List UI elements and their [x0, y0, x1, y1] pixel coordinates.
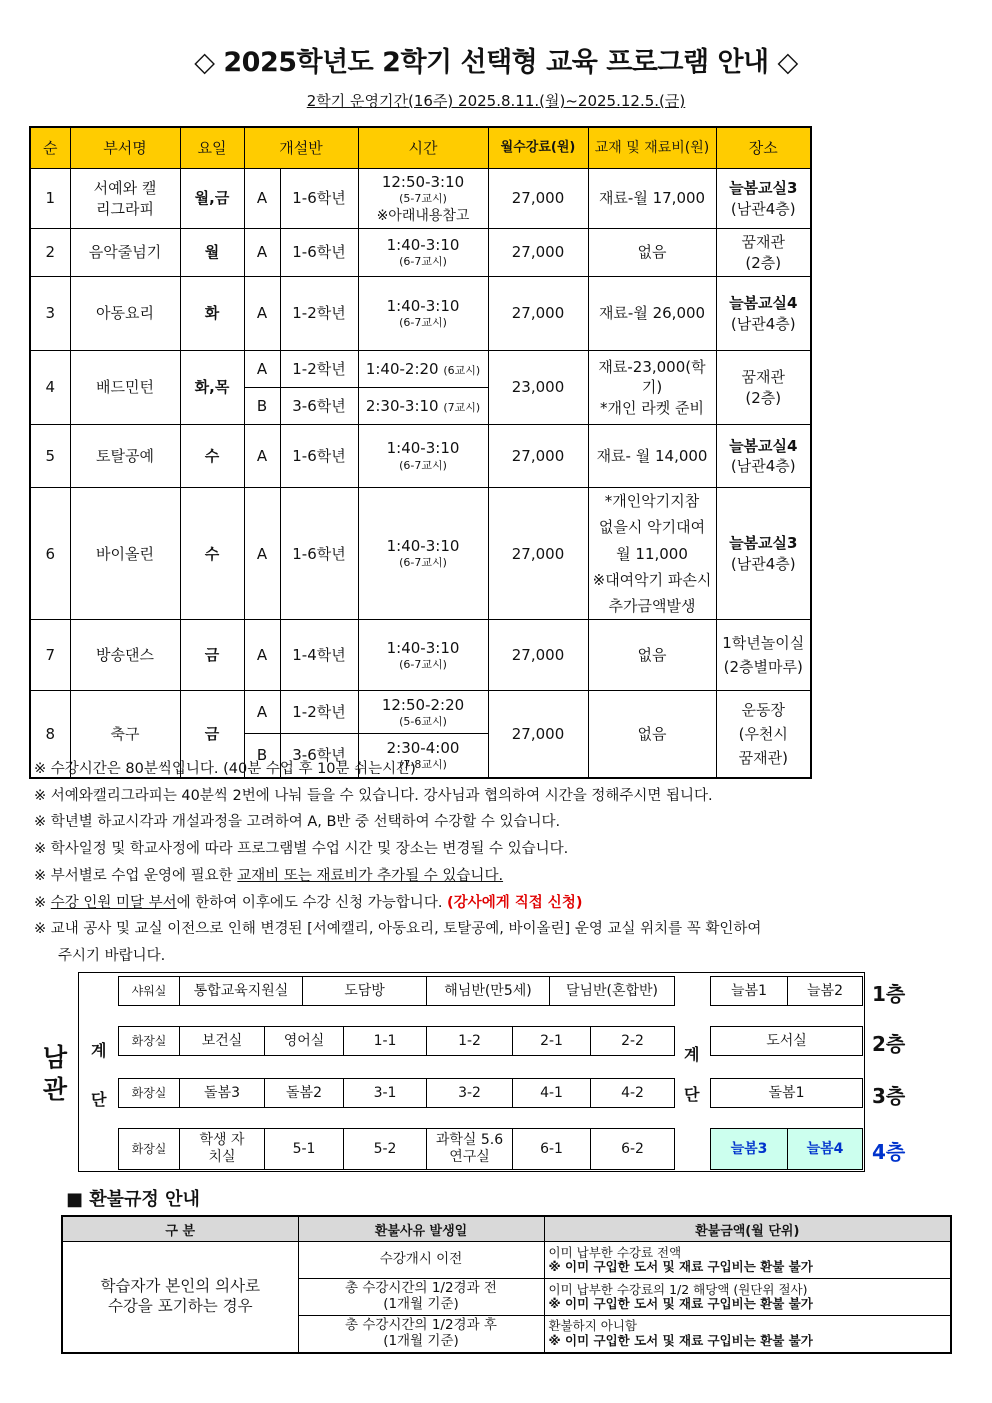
room: 3-1	[343, 1078, 427, 1108]
floor-label: 4층	[872, 1140, 906, 1164]
row-dept: 토탈공예	[70, 425, 180, 488]
table-row	[30, 691, 811, 734]
row-day: 월,금	[180, 169, 244, 229]
row-place: 운동장 (우천시 꿈재관)	[716, 691, 811, 778]
row-section: A	[244, 691, 280, 734]
table-row	[30, 277, 811, 351]
row-section: A	[244, 425, 280, 488]
row-material: 재료-23,000(학기) *개인 라켓 준비	[588, 351, 716, 425]
table-header	[30, 127, 811, 169]
row-day: 화,목	[180, 351, 244, 425]
room: 2-2	[590, 1026, 675, 1056]
room: 돌봄3	[179, 1078, 265, 1108]
row-dept: 방송댄스	[70, 620, 180, 691]
room: 늘봄2	[787, 976, 863, 1006]
row-time: 1:40-2:20 (6교시)	[358, 351, 488, 388]
room: 화장실	[118, 1128, 180, 1170]
refund-header: 구 분	[62, 1216, 298, 1242]
room: 도담방	[302, 976, 427, 1006]
room: 달님반(혼합반)	[549, 976, 675, 1006]
row-grade: 1-2학년	[280, 691, 358, 734]
row-time: 1:40-3:10 (6-7교시)	[358, 277, 488, 351]
row-grade: 1-6학년	[280, 488, 358, 620]
floor-label: 3층	[872, 1084, 906, 1108]
stair-right: 단	[684, 1085, 700, 1104]
room: 3-2	[426, 1078, 513, 1108]
row-fee: 27,000	[488, 229, 588, 277]
row-section: A	[244, 277, 280, 351]
header-time: 시간	[358, 127, 488, 169]
header-class: 개설반	[244, 127, 358, 169]
row-place: 꿈재관 (2층)	[716, 229, 811, 277]
refund-amount: 환불하지 아니함 ※ 이미 구입한 도서 및 재료 구입비는 환불 불가	[544, 1316, 951, 1353]
row-fee: 23,000	[488, 351, 588, 425]
row-time: 12:50-3:10 (5-7교시) ※아래내용참고	[358, 169, 488, 229]
row-material: 없음	[588, 620, 716, 691]
stair-left: 계	[91, 1041, 107, 1060]
room: 1-1	[343, 1026, 427, 1056]
row-time: 2:30-4:00 (7-8교시)	[358, 734, 488, 778]
table-row	[30, 425, 811, 488]
row-dept: 바이올린	[70, 488, 180, 620]
row-section: B	[244, 734, 280, 778]
room: 해님반(만5세)	[426, 976, 550, 1006]
row-no: 6	[30, 488, 70, 620]
row-day: 월	[180, 229, 244, 277]
row-day: 수	[180, 425, 244, 488]
row-time: 1:40-3:10 (6-7교시)	[358, 488, 488, 620]
row-place: 늘봄교실3 (남관4층)	[716, 169, 811, 229]
row-time: 1:40-3:10 (6-7교시)	[358, 425, 488, 488]
room: 2-1	[512, 1026, 591, 1056]
table-row	[30, 229, 811, 277]
table-row	[30, 351, 811, 388]
notes	[34, 756, 954, 970]
room: 6-1	[512, 1128, 591, 1170]
row-day: 금	[180, 620, 244, 691]
note: 주시기 바랍니다.	[58, 947, 166, 964]
note: ※ 부서별로 수업 운영에 필요한 교재비 또는 재료비가 추가될 수 있습니다.	[34, 867, 504, 884]
row-day: 금	[180, 691, 244, 778]
row-place: 1학년놀이실 (2층별마루)	[716, 620, 811, 691]
operation-period: 2학기 운영기간(16주) 2025.8.11.(월)~2025.12.5.(금)	[306, 92, 686, 110]
row-dept: 배드민턴	[70, 351, 180, 425]
note: ※ 학사일정 및 학교사정에 따라 프로그램별 수업 시간 및 장소는 변경될 수 있습니다.	[34, 841, 569, 858]
row-section: B	[244, 388, 280, 425]
stair-right: 계	[684, 1045, 700, 1064]
page-title: ◇ 2025학년도 2학기 선택형 교육 프로그램 안내 ◇	[194, 47, 798, 78]
room: 돌봄1	[710, 1078, 863, 1108]
row-no: 4	[30, 351, 70, 425]
program-table	[29, 126, 812, 779]
header-day: 요일	[180, 127, 244, 169]
row-day: 화	[180, 277, 244, 351]
room: 4-2	[590, 1078, 675, 1108]
row-material: 재료-월 26,000	[588, 277, 716, 351]
room: 학생 자치실	[179, 1128, 265, 1170]
row-fee: 27,000	[488, 488, 588, 620]
row-grade: 3-6학년	[280, 734, 358, 778]
refund-when: 수강개시 이전	[298, 1242, 544, 1279]
row-grade: 1-2학년	[280, 351, 358, 388]
row-section: A	[244, 488, 280, 620]
floor-label: 2층	[872, 1032, 906, 1056]
room: 화장실	[118, 1078, 180, 1108]
row-dept: 음악줄넘기	[70, 229, 180, 277]
row-time: 1:40-3:10 (6-7교시)	[358, 620, 488, 691]
room: 5-2	[343, 1128, 427, 1170]
room: 통합교육지원실	[179, 976, 303, 1006]
row-fee: 27,000	[488, 691, 588, 778]
row-material: 재료- 월 14,000	[588, 425, 716, 488]
row-place: 늘봄교실4 (남관4층)	[716, 425, 811, 488]
row-no: 7	[30, 620, 70, 691]
row-material: 없음	[588, 229, 716, 277]
room: 과학실 5.6연구실	[426, 1128, 513, 1170]
refund-amount: 이미 납부한 수강료 전액 ※ 이미 구입한 도서 및 재료 구입비는 환불 불가	[544, 1242, 951, 1279]
refund-header: 환불금액(월 단위)	[544, 1216, 951, 1242]
refund-table	[61, 1215, 952, 1354]
refund-amount: 이미 납부한 수강료의 1/2 해당액 (원단위 절사) ※ 이미 구입한 도서 및 재료 구입비는 환불 불가	[544, 1279, 951, 1316]
room: 화장실	[118, 1026, 180, 1056]
room: 샤워실	[118, 976, 180, 1006]
note: ※ 서예와캘리그라피는 40분씩 2번에 나눠 들을 수 있습니다. 강사님과 협의하여 시간을 정해주시면 됩니다.	[34, 787, 713, 804]
row-fee: 27,000	[488, 277, 588, 351]
header-material: 교재 및 재료비(원)	[588, 127, 716, 169]
refund-title: ■ 환불규정 안내	[66, 1189, 200, 1210]
row-time: 1:40-3:10 (6-7교시)	[358, 229, 488, 277]
row-no: 5	[30, 425, 70, 488]
row-section: A	[244, 351, 280, 388]
refund-when: 총 수강시간의 1/2경과 전 (1개월 기준)	[298, 1279, 544, 1316]
row-section: A	[244, 620, 280, 691]
building-label: 남관	[42, 1043, 68, 1104]
row-section: A	[244, 169, 280, 229]
row-grade: 1-2학년	[280, 277, 358, 351]
note: ※ 교내 공사 및 교실 이전으로 인해 변경된 [서예캘리, 아동요리, 토탈공예, 바이올린] 운영 교실 위치를 꼭 확인하여	[34, 921, 762, 938]
row-fee: 27,000	[488, 169, 588, 229]
row-dept: 아동요리	[70, 277, 180, 351]
row-dept: 서예와 캘리그라피	[70, 169, 180, 229]
row-day: 수	[180, 488, 244, 620]
row-no: 3	[30, 277, 70, 351]
note: ※ 수강 인원 미달 부서에 한하여 이후에도 수강 신청 가능합니다. (강사에게 직접 신청)	[34, 894, 583, 911]
row-fee: 27,000	[488, 425, 588, 488]
row-material: *개인악기지참 없을시 악기대여 월 11,000 ※대여악기 파손시 추가금액발생	[588, 488, 716, 620]
row-no: 8	[30, 691, 70, 778]
header-fee: 월수강료(원)	[488, 127, 588, 169]
row-place: 늘봄교실4 (남관4층)	[716, 277, 811, 351]
room: 돌봄2	[264, 1078, 344, 1108]
row-section: A	[244, 229, 280, 277]
header-dept: 부서명	[70, 127, 180, 169]
stair-left: 단	[91, 1090, 107, 1109]
note: ※ 수강시간은 80분씩입니다. (40분 수업 후 10분 쉬는시간)	[34, 761, 416, 777]
room-highlight: 늘봄3	[710, 1128, 788, 1170]
row-time: 12:50-2:20 (5-6교시)	[358, 691, 488, 734]
room: 도서실	[710, 1026, 863, 1056]
note: ※ 학년별 하교시각과 개설과정을 고려하여 A, B반 중 선택하여 수강할 수 있습니다.	[34, 814, 561, 831]
room: 늘봄1	[710, 976, 788, 1006]
row-dept: 축구	[70, 691, 180, 778]
row-grade: 1-6학년	[280, 169, 358, 229]
row-fee: 27,000	[488, 620, 588, 691]
row-time: 2:30-3:10 (7교시)	[358, 388, 488, 425]
row-material: 재료-월 17,000	[588, 169, 716, 229]
room: 6-2	[590, 1128, 675, 1170]
row-grade: 1-6학년	[280, 425, 358, 488]
refund-header: 환불사유 발생일	[298, 1216, 544, 1242]
row-no: 1	[30, 169, 70, 229]
room: 4-1	[512, 1078, 591, 1108]
room-highlight: 늘봄4	[787, 1128, 863, 1170]
room: 1-2	[426, 1026, 513, 1056]
table-row	[30, 620, 811, 691]
refund-case: 학습자가 본인의 의사로 수강을 포기하는 경우	[62, 1242, 298, 1353]
row-grade: 1-6학년	[280, 229, 358, 277]
header-place: 장소	[716, 127, 811, 169]
floor-label: 1층	[872, 982, 906, 1006]
row-grade: 1-4학년	[280, 620, 358, 691]
row-no: 2	[30, 229, 70, 277]
room: 영어실	[264, 1026, 344, 1056]
table-row	[30, 169, 811, 229]
table-row	[30, 488, 811, 620]
room: 5-1	[264, 1128, 344, 1170]
room: 보건실	[179, 1026, 265, 1056]
row-place: 늘봄교실3 (남관4층)	[716, 488, 811, 620]
row-place: 꿈재관 (2층)	[716, 351, 811, 425]
row-material: 없음	[588, 691, 716, 778]
refund-when: 총 수강시간의 1/2경과 후 (1개월 기준)	[298, 1316, 544, 1353]
header-no: 순	[30, 127, 70, 169]
row-grade: 3-6학년	[280, 388, 358, 425]
